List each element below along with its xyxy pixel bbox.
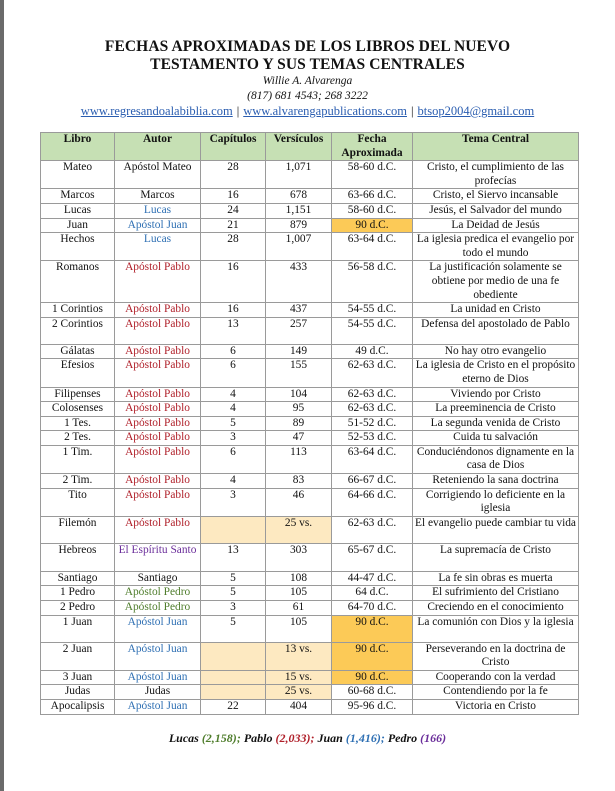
theme-cell: La preeminencia de Cristo bbox=[413, 402, 579, 417]
table-row bbox=[41, 615, 579, 642]
verses-cell: 678 bbox=[266, 189, 332, 204]
chapters-cell bbox=[201, 642, 266, 670]
theme-cell: La unidad en Cristo bbox=[413, 303, 579, 318]
table-row bbox=[41, 261, 579, 303]
date-cell: 44-47 d.C. bbox=[332, 571, 413, 586]
table-row bbox=[41, 317, 579, 344]
total-juan-value: (1,416) bbox=[345, 731, 381, 745]
book-name-cell: Apocalipsis bbox=[41, 700, 115, 715]
theme-cell: Jesús, el Salvador del mundo bbox=[413, 203, 579, 218]
theme-cell: La segunda venida de Cristo bbox=[413, 416, 579, 431]
author-cell: Apóstol Pablo bbox=[115, 261, 201, 303]
chapters-cell: 3 bbox=[201, 488, 266, 516]
author-cell: Apóstol Pablo bbox=[115, 445, 201, 473]
author-cell: Apóstol Pablo bbox=[115, 516, 201, 543]
table-row bbox=[41, 586, 579, 601]
table-header-row bbox=[41, 133, 579, 161]
verses-cell: 83 bbox=[266, 474, 332, 489]
chapters-cell bbox=[201, 670, 266, 685]
verses-cell: 113 bbox=[266, 445, 332, 473]
verses-cell: 437 bbox=[266, 303, 332, 318]
chapters-cell: 13 bbox=[201, 317, 266, 344]
separator: | bbox=[410, 104, 414, 118]
book-name-cell: 2 Pedro bbox=[41, 601, 115, 616]
author-cell: El Espíritu Santo bbox=[115, 543, 201, 571]
book-name-cell: Filipenses bbox=[41, 387, 115, 402]
separator: | bbox=[236, 104, 240, 118]
table-row bbox=[41, 516, 579, 543]
theme-cell: La justificación solamente se obtiene por medio de una fe obediente bbox=[413, 261, 579, 303]
theme-cell: La Deidad de Jesús bbox=[413, 218, 579, 233]
author-name: Willie A. Alvarenga bbox=[262, 75, 353, 87]
verses-cell: 108 bbox=[266, 571, 332, 586]
date-cell: 64-70 d.C. bbox=[332, 601, 413, 616]
total-pablo-value: (2,033) bbox=[275, 731, 311, 745]
chapters-cell: 6 bbox=[201, 344, 266, 359]
table-row bbox=[41, 488, 579, 516]
table-row bbox=[41, 344, 579, 359]
author-cell: Apóstol Juan bbox=[115, 700, 201, 715]
book-name-cell: Gálatas bbox=[41, 344, 115, 359]
verses-cell: 257 bbox=[266, 317, 332, 344]
books-table bbox=[40, 132, 579, 715]
verses-cell: 105 bbox=[266, 586, 332, 601]
date-cell: 95-96 d.C. bbox=[332, 700, 413, 715]
book-name-cell: 1 Pedro bbox=[41, 586, 115, 601]
theme-cell: La iglesia predica el evangelio por todo el mundo bbox=[413, 233, 579, 261]
verses-cell: 47 bbox=[266, 431, 332, 446]
date-cell: 56-58 d.C. bbox=[332, 261, 413, 303]
column-header-fecha: Fecha Aproximada bbox=[332, 133, 413, 161]
date-cell: 90 d.C. bbox=[332, 615, 413, 642]
column-header-tema: Tema Central bbox=[413, 133, 579, 161]
table-row bbox=[41, 203, 579, 218]
table-row bbox=[41, 303, 579, 318]
theme-cell: No hay otro evangelio bbox=[413, 344, 579, 359]
verses-cell: 46 bbox=[266, 488, 332, 516]
chapters-cell: 4 bbox=[201, 402, 266, 417]
author-cell: Apóstol Juan bbox=[115, 218, 201, 233]
book-name-cell: 2 Corintios bbox=[41, 317, 115, 344]
chapters-cell: 16 bbox=[201, 261, 266, 303]
verses-cell: 105 bbox=[266, 615, 332, 642]
author-cell: Apóstol Juan bbox=[115, 670, 201, 685]
verses-cell: 433 bbox=[266, 261, 332, 303]
verses-cell: 404 bbox=[266, 700, 332, 715]
theme-cell: Defensa del apostolado de Pablo bbox=[413, 317, 579, 344]
chapters-cell: 4 bbox=[201, 387, 266, 402]
date-cell: 90 d.C. bbox=[332, 670, 413, 685]
author-cell: Apóstol Pablo bbox=[115, 387, 201, 402]
column-header-autor: Autor bbox=[115, 133, 201, 161]
theme-cell: Cristo, el Siervo incansable bbox=[413, 189, 579, 204]
theme-cell: La supremacía de Cristo bbox=[413, 543, 579, 571]
book-name-cell: Santiago bbox=[41, 571, 115, 586]
table-row bbox=[41, 571, 579, 586]
author-cell: Apóstol Mateo bbox=[115, 161, 201, 189]
book-name-cell: Lucas bbox=[41, 203, 115, 218]
contact-links bbox=[0, 103, 615, 119]
column-header-versiculos: Versículos bbox=[266, 133, 332, 161]
table-body bbox=[41, 161, 579, 714]
book-name-cell: 1 Tim. bbox=[41, 445, 115, 473]
book-name-cell: Juan bbox=[41, 218, 115, 233]
chapters-cell: 21 bbox=[201, 218, 266, 233]
theme-cell: La iglesia de Cristo en el propósito eterno de Dios bbox=[413, 359, 579, 387]
chapters-cell: 22 bbox=[201, 700, 266, 715]
date-cell: 62-63 d.C. bbox=[332, 387, 413, 402]
theme-cell: Contendiendo por la fe bbox=[413, 685, 579, 700]
table-row bbox=[41, 685, 579, 700]
book-name-cell: Mateo bbox=[41, 161, 115, 189]
author-cell: Apóstol Pablo bbox=[115, 488, 201, 516]
author-cell: Marcos bbox=[115, 189, 201, 204]
table-row bbox=[41, 233, 579, 261]
book-name-cell: 1 Juan bbox=[41, 615, 115, 642]
verses-cell: 25 vs. bbox=[266, 516, 332, 543]
theme-cell: Corrigiendo lo deficiente en la iglesia bbox=[413, 488, 579, 516]
table-row bbox=[41, 543, 579, 571]
author-cell: Lucas bbox=[115, 203, 201, 218]
theme-cell: La comunión con Dios y la iglesia bbox=[413, 615, 579, 642]
book-name-cell: Marcos bbox=[41, 189, 115, 204]
chapters-cell: 3 bbox=[201, 431, 266, 446]
total-juan-name: Juan bbox=[317, 731, 343, 745]
total-pedro-value: (166) bbox=[420, 731, 447, 745]
date-cell: 58-60 d.C. bbox=[332, 203, 413, 218]
column-header-capitulos: Capítulos bbox=[201, 133, 266, 161]
theme-cell: Victoria en Cristo bbox=[413, 700, 579, 715]
author-cell: Apóstol Pablo bbox=[115, 474, 201, 489]
theme-cell: Viviendo por Cristo bbox=[413, 387, 579, 402]
book-name-cell: Efesios bbox=[41, 359, 115, 387]
total-lucas-value: (2,158) bbox=[201, 731, 237, 745]
chapters-cell: 3 bbox=[201, 601, 266, 616]
chapters-cell bbox=[201, 685, 266, 700]
date-cell: 65-67 d.C. bbox=[332, 543, 413, 571]
table-row bbox=[41, 670, 579, 685]
author-cell: Apóstol Pablo bbox=[115, 303, 201, 318]
chapters-cell: 28 bbox=[201, 161, 266, 189]
chapters-cell: 6 bbox=[201, 359, 266, 387]
date-cell: 64 d.C. bbox=[332, 586, 413, 601]
chapters-cell: 6 bbox=[201, 445, 266, 473]
verses-cell: 95 bbox=[266, 402, 332, 417]
date-cell: 49 d.C. bbox=[332, 344, 413, 359]
table-row bbox=[41, 218, 579, 233]
theme-cell: El sufrimiento del Cristiano bbox=[413, 586, 579, 601]
table-row bbox=[41, 161, 579, 189]
theme-cell: El evangelio puede cambiar tu vida bbox=[413, 516, 579, 543]
verses-cell: 879 bbox=[266, 218, 332, 233]
link-email[interactable]: btsop2004@gmail.com bbox=[417, 104, 535, 118]
chapters-cell: 13 bbox=[201, 543, 266, 571]
date-cell: 64-66 d.C. bbox=[332, 488, 413, 516]
book-name-cell: 3 Juan bbox=[41, 670, 115, 685]
verses-cell: 15 vs. bbox=[266, 670, 332, 685]
date-cell: 58-60 d.C. bbox=[332, 161, 413, 189]
link-alvarengapublications[interactable]: www.alvarengapublications.com bbox=[243, 104, 407, 118]
date-cell: 54-55 d.C. bbox=[332, 317, 413, 344]
date-cell: 51-52 d.C. bbox=[332, 416, 413, 431]
total-lucas-name: Lucas bbox=[168, 731, 199, 745]
theme-cell: Cuida tu salvación bbox=[413, 431, 579, 446]
theme-cell: La fe sin obras es muerta bbox=[413, 571, 579, 586]
table-row bbox=[41, 359, 579, 387]
link-regresandoalabiblia[interactable]: www.regresandoalabiblia.com bbox=[80, 104, 233, 118]
author-cell: Apóstol Pedro bbox=[115, 601, 201, 616]
table-row bbox=[41, 445, 579, 473]
author-cell: Apóstol Pablo bbox=[115, 344, 201, 359]
verses-cell: 155 bbox=[266, 359, 332, 387]
table-row bbox=[41, 402, 579, 417]
chapters-cell: 24 bbox=[201, 203, 266, 218]
book-name-cell: 2 Juan bbox=[41, 642, 115, 670]
date-cell: 62-63 d.C. bbox=[332, 359, 413, 387]
book-name-cell: Colosenses bbox=[41, 402, 115, 417]
theme-cell: Perseverando en la doctrina de Cristo bbox=[413, 642, 579, 670]
verses-cell: 1,007 bbox=[266, 233, 332, 261]
author-cell: Apóstol Pablo bbox=[115, 416, 201, 431]
total-pedro-name: Pedro bbox=[387, 731, 418, 745]
chapters-cell: 5 bbox=[201, 615, 266, 642]
book-name-cell: Tito bbox=[41, 488, 115, 516]
verses-cell: 61 bbox=[266, 601, 332, 616]
theme-cell: Cristo, el cumplimiento de las profecías bbox=[413, 161, 579, 189]
book-name-cell: Romanos bbox=[41, 261, 115, 303]
page-title-line1: FECHAS APROXIMADAS DE LOS LIBROS DEL NUEVO bbox=[104, 38, 511, 55]
author-cell: Apóstol Juan bbox=[115, 642, 201, 670]
theme-cell: Conduciéndonos dignamente en la casa de Dios bbox=[413, 445, 579, 473]
column-header-libro: Libro bbox=[41, 133, 115, 161]
chapters-cell: 5 bbox=[201, 571, 266, 586]
author-cell: Apóstol Pablo bbox=[115, 317, 201, 344]
verses-cell: 303 bbox=[266, 543, 332, 571]
book-name-cell: 2 Tim. bbox=[41, 474, 115, 489]
book-name-cell: Hebreos bbox=[41, 543, 115, 571]
book-name-cell: Judas bbox=[41, 685, 115, 700]
author-cell: Apóstol Pablo bbox=[115, 359, 201, 387]
date-cell: 63-64 d.C. bbox=[332, 445, 413, 473]
verses-cell: 149 bbox=[266, 344, 332, 359]
chapters-cell: 5 bbox=[201, 586, 266, 601]
author-cell: Lucas bbox=[115, 233, 201, 261]
date-cell: 62-63 d.C. bbox=[332, 402, 413, 417]
date-cell: 54-55 d.C. bbox=[332, 303, 413, 318]
date-cell: 52-53 d.C. bbox=[332, 431, 413, 446]
author-cell: Apóstol Pablo bbox=[115, 431, 201, 446]
verses-cell: 89 bbox=[266, 416, 332, 431]
chapters-cell: 28 bbox=[201, 233, 266, 261]
date-cell: 60-68 d.C. bbox=[332, 685, 413, 700]
table-row bbox=[41, 474, 579, 489]
author-cell: Judas bbox=[115, 685, 201, 700]
chapters-cell: 4 bbox=[201, 474, 266, 489]
table-row bbox=[41, 189, 579, 204]
date-cell: 90 d.C. bbox=[332, 218, 413, 233]
chapters-cell bbox=[201, 516, 266, 543]
chapters-cell: 16 bbox=[201, 303, 266, 318]
date-cell: 63-66 d.C. bbox=[332, 189, 413, 204]
chapters-cell: 5 bbox=[201, 416, 266, 431]
page-title-line2: TESTAMENTO Y SUS TEMAS CENTRALES bbox=[150, 56, 465, 73]
theme-cell: Creciendo en el conocimiento bbox=[413, 601, 579, 616]
verses-cell: 104 bbox=[266, 387, 332, 402]
book-name-cell: Filemón bbox=[41, 516, 115, 543]
table-row bbox=[41, 642, 579, 670]
date-cell: 90 d.C. bbox=[332, 642, 413, 670]
verses-cell: 1,071 bbox=[266, 161, 332, 189]
table-row bbox=[41, 387, 579, 402]
book-name-cell: 2 Tes. bbox=[41, 431, 115, 446]
table-row bbox=[41, 700, 579, 715]
date-cell: 63-64 d.C. bbox=[332, 233, 413, 261]
date-cell: 62-63 d.C. bbox=[332, 516, 413, 543]
author-cell: Apóstol Pedro bbox=[115, 586, 201, 601]
total-pablo-name: Pablo bbox=[243, 731, 273, 745]
author-cell: Apóstol Pablo bbox=[115, 402, 201, 417]
table-row bbox=[41, 416, 579, 431]
table-row bbox=[41, 431, 579, 446]
theme-cell: Reteniendo la sana doctrina bbox=[413, 474, 579, 489]
book-name-cell: Hechos bbox=[41, 233, 115, 261]
book-name-cell: 1 Corintios bbox=[41, 303, 115, 318]
author-cell: Apóstol Juan bbox=[115, 615, 201, 642]
book-name-cell: 1 Tes. bbox=[41, 416, 115, 431]
date-cell: 66-67 d.C. bbox=[332, 474, 413, 489]
theme-cell: Cooperando con la verdad bbox=[413, 670, 579, 685]
verses-cell: 1,151 bbox=[266, 203, 332, 218]
table-row bbox=[41, 601, 579, 616]
phone-numbers: (817) 681 4543; 268 3222 bbox=[247, 90, 368, 102]
verses-cell: 13 vs. bbox=[266, 642, 332, 670]
verses-cell: 25 vs. bbox=[266, 685, 332, 700]
chapters-cell: 16 bbox=[201, 189, 266, 204]
author-cell: Santiago bbox=[115, 571, 201, 586]
verse-totals-footer: Lucas (2,158); Pablo (2,033); Juan (1,416); Pedro (166) bbox=[168, 731, 447, 745]
